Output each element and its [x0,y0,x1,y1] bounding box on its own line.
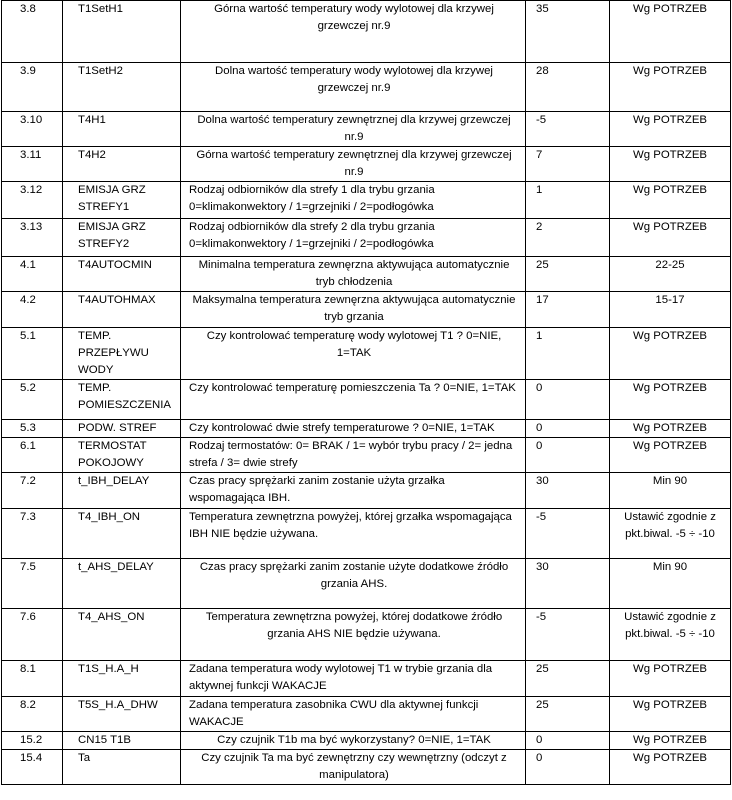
param-value-cell: 0 [526,420,610,438]
table-row [2,1,731,63]
param-code-cell: EMISJA GRZ STREFY2 [63,219,181,257]
param-value-cell: 0 [526,380,610,420]
param-code-cell: PODW. STREF [63,420,181,438]
table-row [2,509,731,559]
param-code-cell: TERMOSTAT POKOJOWY [63,438,181,473]
param-description-cell: Górna wartość temperatury zewnętrznej dla krzywej grzewczej nr.9 [181,147,526,182]
param-value-cell: 25 [526,697,610,732]
param-description-cell: Czy kontrolować temperaturę pomieszczenia Ta ? 0=NIE, 1=TAK [181,380,526,420]
param-number-cell: 4.2 [2,292,63,328]
param-value-cell: 1 [526,328,610,380]
table-row [2,420,731,438]
param-code-cell: T1SetH2 [63,63,181,112]
param-number-cell: 3.12 [2,182,63,219]
param-value-cell: 25 [526,257,610,292]
param-recommended-cell: Wg POTRZEB [610,420,731,438]
param-value-cell: 25 [526,661,610,697]
param-description-cell: Rodzaj odbiorników dla strefy 1 dla trybu grzania 0=klimakonwektory / 1=grzejniki / 2=podłogówka [181,182,526,219]
table-row [2,328,731,380]
table-row [2,147,731,182]
param-recommended-cell: Wg POTRZEB [610,438,731,473]
param-value-cell: 7 [526,147,610,182]
param-value-cell: 17 [526,292,610,328]
param-description-cell: Maksymalna temperatura zewnęrzna aktywująca automatycznie tryb grzania [181,292,526,328]
table-row [2,438,731,473]
param-value-cell: 2 [526,219,610,257]
param-code-cell: T4AUTOHMAX [63,292,181,328]
param-description-cell: Zadana temperatura wody wylotowej T1 w trybie grzania dla aktywnej funkcji WAKACJE [181,661,526,697]
table-row [2,380,731,420]
param-code-cell: t_IBH_DELAY [63,473,181,509]
table-row [2,112,731,147]
param-code-cell: CN15 T1B [63,732,181,750]
param-description-cell: Zadana temperatura zasobnika CWU dla aktywnej funkcji WAKACJE [181,697,526,732]
param-number-cell: 5.2 [2,380,63,420]
param-recommended-cell: Wg POTRZEB [610,182,731,219]
param-description-cell: Czy czujnik T1b ma być wykorzystany? 0=NIE, 1=TAK [181,732,526,750]
param-number-cell: 3.13 [2,219,63,257]
param-code-cell: T1S_H.A_H [63,661,181,697]
param-description-cell: Temperatura zewnętrzna powyżej, której dodatkowe źródło grzania AHS NIE będzie używana. [181,609,526,661]
param-code-cell: Ta [63,750,181,785]
param-recommended-cell: 22-25 [610,257,731,292]
param-code-cell: T4_AHS_ON [63,609,181,661]
table-row [2,697,731,732]
param-code-cell: t_AHS_DELAY [63,559,181,609]
table-row [2,661,731,697]
param-code-cell: T4_IBH_ON [63,509,181,559]
param-number-cell: 8.2 [2,697,63,732]
param-value-cell: 1 [526,182,610,219]
param-description-cell: Rodzaj odbiorników dla strefy 2 dla trybu grzania 0=klimakonwektory / 1=grzejniki / 2=podłogówka [181,219,526,257]
param-number-cell: 7.6 [2,609,63,661]
param-value-cell: -5 [526,609,610,661]
table-row [2,473,731,509]
param-code-cell: T4H1 [63,112,181,147]
param-number-cell: 15.2 [2,732,63,750]
param-description-cell: Czy kontrolować dwie strefy temperaturowe ? 0=NIE, 1=TAK [181,420,526,438]
param-code-cell: EMISJA GRZ STREFY1 [63,182,181,219]
param-description-cell: Czas pracy sprężarki zanim zostanie użyta grzałka wspomagająca IBH. [181,473,526,509]
param-value-cell: 0 [526,750,610,785]
table-row [2,292,731,328]
param-recommended-cell: Wg POTRZEB [610,112,731,147]
param-value-cell: 30 [526,559,610,609]
table-row [2,257,731,292]
param-recommended-cell: Ustawić zgodnie z pkt.biwal. -5 ÷ -10 [610,609,731,661]
param-recommended-cell: Wg POTRZEB [610,63,731,112]
param-number-cell: 7.2 [2,473,63,509]
param-code-cell: TEMP. POMIESZCZENIA [63,380,181,420]
table-row [2,559,731,609]
param-number-cell: 7.3 [2,509,63,559]
param-number-cell: 4.1 [2,257,63,292]
param-value-cell: 35 [526,1,610,63]
param-value-cell: 0 [526,732,610,750]
param-code-cell: T5S_H.A_DHW [63,697,181,732]
param-number-cell: 5.3 [2,420,63,438]
param-recommended-cell: Wg POTRZEB [610,380,731,420]
param-value-cell: -5 [526,112,610,147]
param-number-cell: 5.1 [2,328,63,380]
param-recommended-cell: Wg POTRZEB [610,1,731,63]
param-recommended-cell: 15-17 [610,292,731,328]
param-number-cell: 3.10 [2,112,63,147]
param-description-cell: Górna wartość temperatury wody wylotowej dla krzywej grzewczej nr.9 [181,1,526,63]
param-recommended-cell: Wg POTRZEB [610,750,731,785]
param-code-cell: T1SetH1 [63,1,181,63]
param-code-cell: T4H2 [63,147,181,182]
param-description-cell: Czy kontrolować temperaturę wody wylotowej T1 ? 0=NIE, 1=TAK [181,328,526,380]
param-recommended-cell: Wg POTRZEB [610,732,731,750]
param-number-cell: 6.1 [2,438,63,473]
param-number-cell: 3.11 [2,147,63,182]
table-row [2,609,731,661]
table-row [2,219,731,257]
param-value-cell: -5 [526,509,610,559]
param-code-cell: T4AUTOCMIN [63,257,181,292]
param-description-cell: Dolna wartość temperatury wody wylotowej dla krzywej grzewczej nr.9 [181,63,526,112]
param-value-cell: 28 [526,63,610,112]
param-number-cell: 3.8 [2,1,63,63]
param-recommended-cell: Wg POTRZEB [610,328,731,380]
parameter-table-body [2,1,731,785]
param-number-cell: 3.9 [2,63,63,112]
param-description-cell: Temperatura zewnętrzna powyżej, której grzałka wspomagająca IBH NIE będzie używana. [181,509,526,559]
param-description-cell: Dolna wartość temperatury zewnętrznej dla krzywej grzewczej nr.9 [181,112,526,147]
param-number-cell: 8.1 [2,661,63,697]
param-recommended-cell: Min 90 [610,559,731,609]
param-recommended-cell: Wg POTRZEB [610,697,731,732]
param-code-cell: TEMP. PRZEPŁYWU WODY [63,328,181,380]
param-number-cell: 7.5 [2,559,63,609]
param-recommended-cell: Wg POTRZEB [610,219,731,257]
param-recommended-cell: Ustawić zgodnie z pkt.biwal. -5 ÷ -10 [610,509,731,559]
param-description-cell: Rodzaj termostatów: 0= BRAK / 1= wybór trybu pracy / 2= jedna strefa / 3= dwie strefy [181,438,526,473]
table-row [2,63,731,112]
param-description-cell: Minimalna temperatura zewnęrzna aktywująca automatycznie tryb chłodzenia [181,257,526,292]
param-description-cell: Czas pracy sprężarki zanim zostanie użyte dodatkowe źródło grzania AHS. [181,559,526,609]
table-row [2,732,731,750]
parameter-table [1,0,731,785]
param-value-cell: 30 [526,473,610,509]
param-value-cell: 0 [526,438,610,473]
table-row [2,182,731,219]
param-recommended-cell: Wg POTRZEB [610,147,731,182]
table-row [2,750,731,785]
param-description-cell: Czy czujnik Ta ma być zewnętrzny czy wewnętrzny (odczyt z manipulatora) [181,750,526,785]
param-recommended-cell: Min 90 [610,473,731,509]
param-recommended-cell: Wg POTRZEB [610,661,731,697]
param-number-cell: 15.4 [2,750,63,785]
